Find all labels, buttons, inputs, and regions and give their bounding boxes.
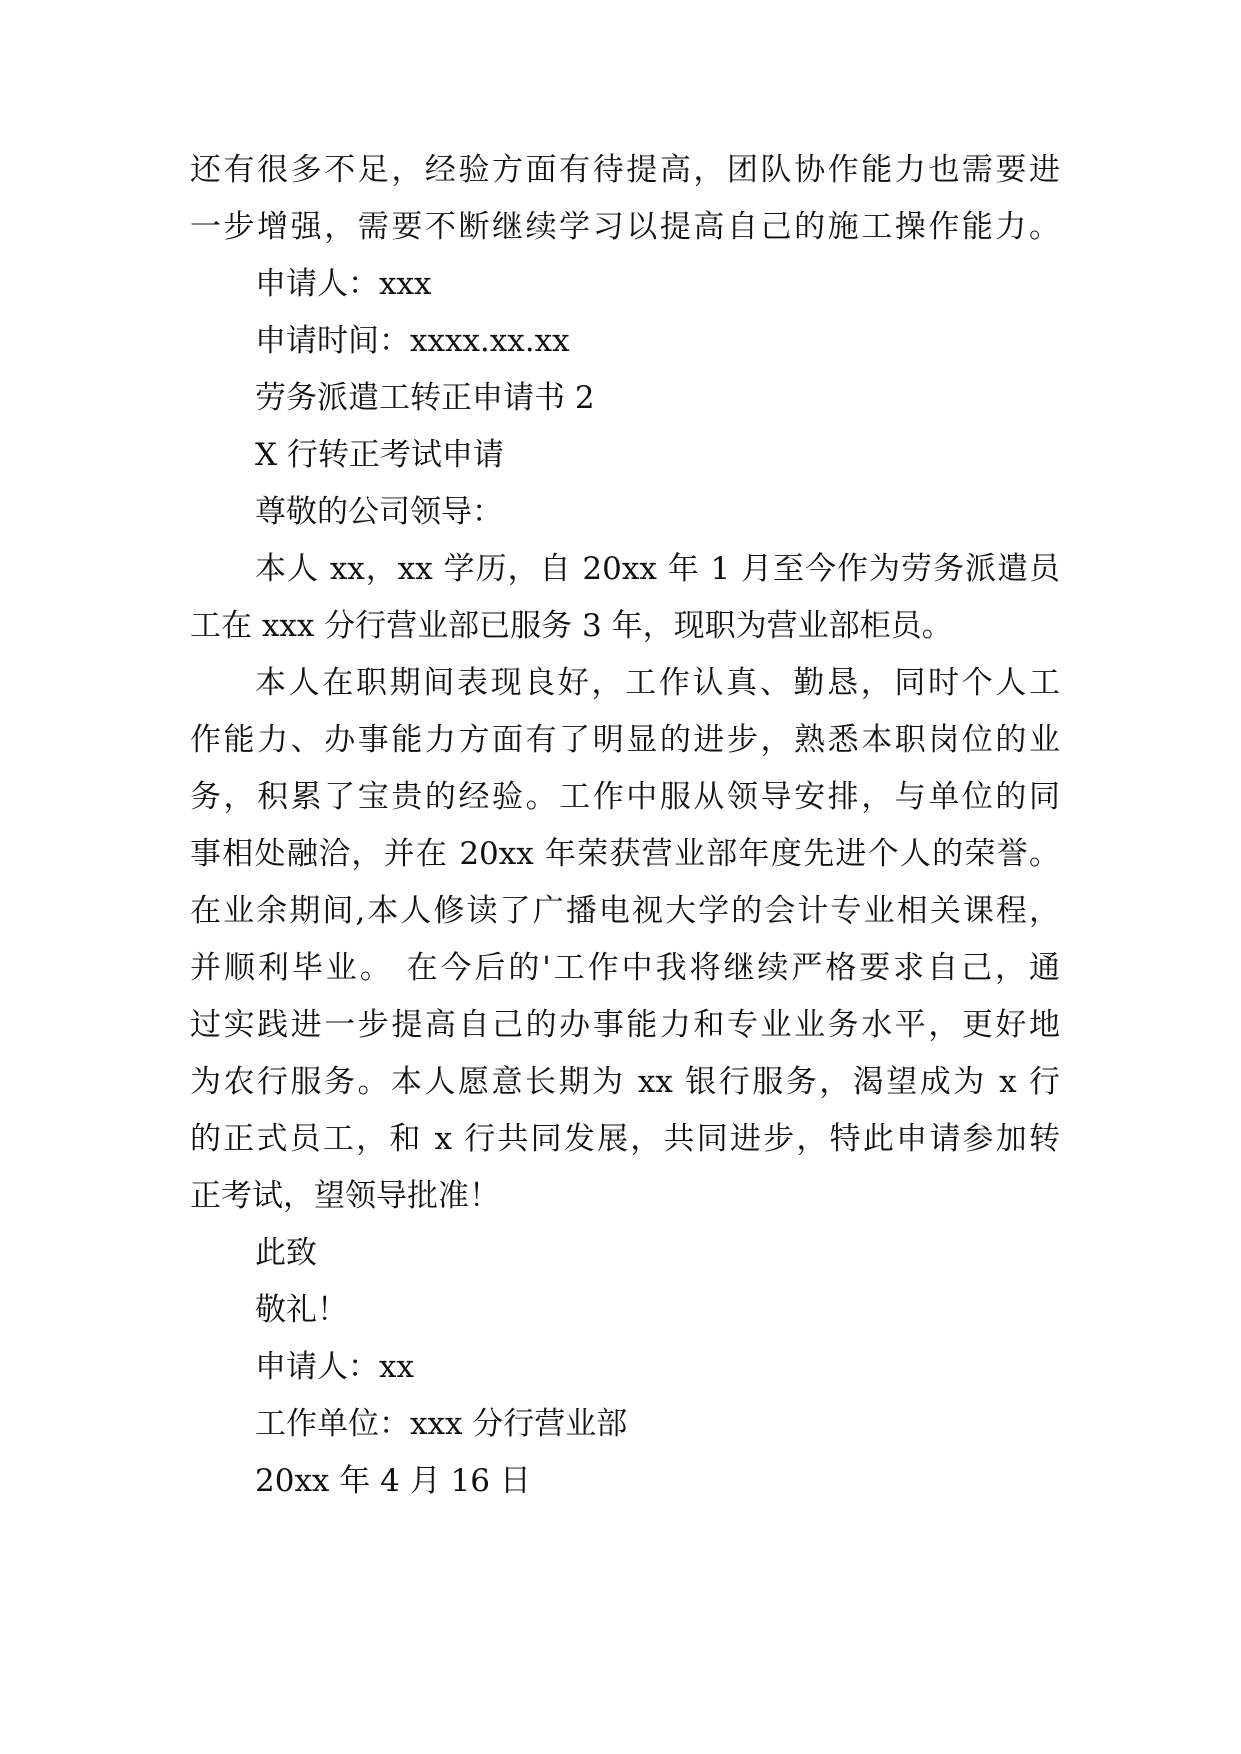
paragraph-2-line-6: 并顺利毕业。 在今后的'工作中我将继续严格要求自己，通 <box>190 950 1060 986</box>
paragraph-2-line-3: 务，积累了宝贵的经验。工作中服从领导安排，与单位的同 <box>190 779 1060 815</box>
closing-line-1: 此致 <box>255 1235 317 1271</box>
applicant-line: 申请人：xxx <box>255 266 432 302</box>
paragraph-2-line-4: 事相处融洽，并在 20xx 年荣获营业部年度先进个人的荣誉。 <box>190 836 1060 872</box>
closing-line-2: 敬礼！ <box>255 1292 348 1328</box>
paragraph-1-line-2: 工在 xxx 分行营业部已服务 3 年，现职为营业部柜员。 <box>190 608 953 644</box>
body-line-2: 一步增强，需要不断继续学习以提高自己的施工操作能力。 <box>190 209 1060 245</box>
paragraph-2-line-5: 在业余期间,本人修读了广播电视大学的会计专业相关课程， <box>190 893 1060 929</box>
signature-date: 20xx 年 4 月 16 日 <box>255 1463 531 1499</box>
section-title: 劳务派遣工转正申请书 2 <box>255 380 595 416</box>
paragraph-2-line-1: 本人在职期间表现良好，工作认真、勤恳，同时个人工 <box>255 665 1060 701</box>
body-line-1: 还有很多不足，经验方面有待提高，团队协作能力也需要进 <box>190 152 1060 188</box>
paragraph-2-line-9: 的正式员工，和 x 行共同发展，共同进步，特此申请参加转 <box>190 1121 1060 1157</box>
paragraph-2-line-10: 正考试，望领导批准！ <box>190 1178 500 1214</box>
signature-work-unit: 工作单位：xxx 分行营业部 <box>255 1406 628 1442</box>
paragraph-2-line-7: 过实践进一步提高自己的办事能力和专业业务水平，更好地 <box>190 1007 1060 1043</box>
paragraph-1-line-1: 本人 xx，xx 学历，自 20xx 年 1 月至今作为劳务派遣员 <box>255 551 1060 587</box>
letter-title: X 行转正考试申请 <box>255 437 504 473</box>
application-date-line: 申请时间：xxxx.xx.xx <box>255 323 570 359</box>
signature-applicant: 申请人：xx <box>255 1349 414 1385</box>
paragraph-2-line-8: 为农行服务。本人愿意长期为 xx 银行服务，渴望成为 x 行 <box>190 1064 1060 1100</box>
salutation: 尊敬的公司领导： <box>255 494 503 530</box>
paragraph-2-line-2: 作能力、办事能力方面有了明显的进步，熟悉本职岗位的业 <box>190 722 1060 758</box>
